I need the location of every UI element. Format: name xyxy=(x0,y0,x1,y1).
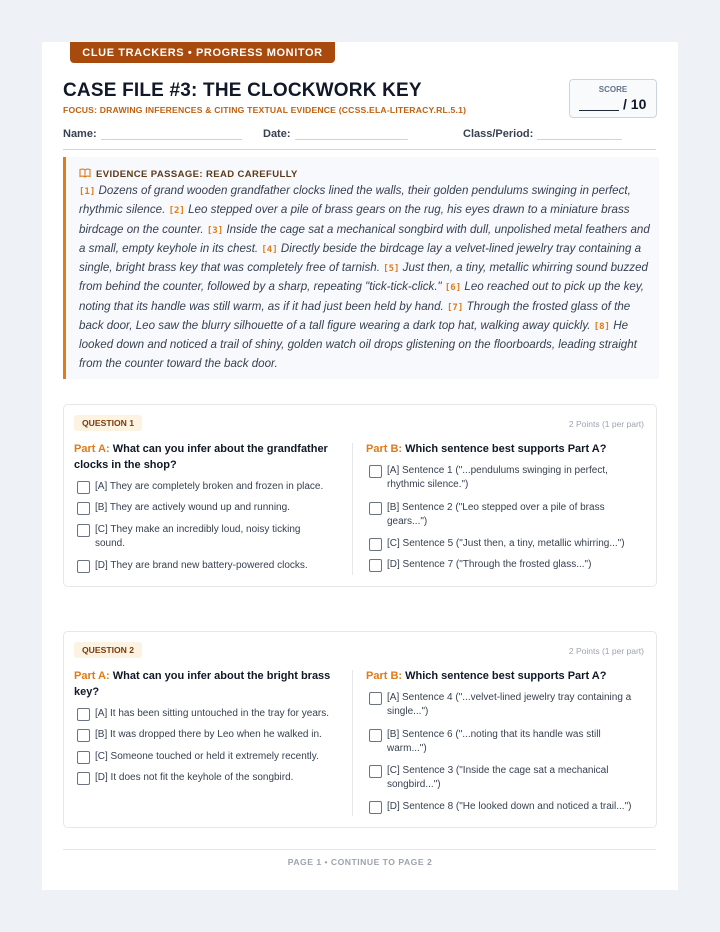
sentence-number: [6] xyxy=(444,283,462,294)
sentence-text: Directly beside the birdcage lay a velvet-lined jewelry tray containing a single, bright brass key that was completely free of tarnish. xyxy=(79,241,642,275)
part-a-question xyxy=(74,668,336,700)
option-text: [B] Sentence 2 ("Leo stepped over a pile of brass gears...") xyxy=(387,502,605,527)
name-field[interactable] xyxy=(63,128,242,140)
score-label: SCORE xyxy=(598,85,628,94)
passage-heading xyxy=(79,168,298,181)
checkbox[interactable] xyxy=(77,481,90,494)
checkbox[interactable] xyxy=(77,524,90,537)
class-period-blank[interactable] xyxy=(537,139,622,140)
sentence-number: [8] xyxy=(593,322,610,333)
sentence-text: Dozens of grand wooden grandfather clocks lined the walls, their golden pendulums swinging in perfect, rhythmic silence. xyxy=(79,184,631,217)
part-a-question-text: What can you infer about the grandfather clocks in the shop? xyxy=(74,443,328,471)
part-b-question-text: Which sentence best supports Part A? xyxy=(405,443,607,455)
option-text: [D] Sentence 7 ("Through the frosted glass...") xyxy=(387,559,592,570)
checkbox[interactable] xyxy=(77,708,90,721)
option-text: [C] Someone touched or held it extremely recently. xyxy=(95,751,319,762)
option-text: [C] Sentence 5 ("Just then, a tiny, metallic whirring...") xyxy=(387,538,625,549)
sentence-number: [3] xyxy=(206,225,224,236)
question-points: 2 Points (1 per part) xyxy=(568,419,644,429)
date-blank[interactable] xyxy=(295,139,408,140)
part-a-question xyxy=(74,441,336,473)
score-box xyxy=(569,79,657,118)
sentence-text: Leo reached out to pick up the key, noting that its handle was still warm, as if it had just been held by hand. xyxy=(79,280,644,313)
sentence-text: Leo stepped over a pile of brass gears on the rug, his eyes drawn to a miniature brass birdcage on the counter. xyxy=(79,203,630,236)
question-2-card xyxy=(63,631,657,828)
header-divider xyxy=(63,149,656,150)
evidence-passage xyxy=(63,157,659,379)
book-open-icon xyxy=(79,168,91,181)
checkbox[interactable] xyxy=(369,692,382,705)
passage-text xyxy=(79,182,651,373)
sentence-number: [1] xyxy=(79,187,96,197)
sentence-number: [2] xyxy=(168,206,185,217)
option-text: [C] They make an incredibly loud, noisy ticking sound. xyxy=(95,524,301,549)
worksheet-page xyxy=(42,42,678,890)
page-title: CASE FILE #3: THE CLOCKWORK KEY xyxy=(63,80,422,101)
option-text: [C] Sentence 3 ("Inside the cage sat a mechanical songbird...") xyxy=(387,765,609,790)
checkbox[interactable] xyxy=(77,729,90,742)
question-points: 2 Points (1 per part) xyxy=(568,646,644,656)
part-b-label: Part B: xyxy=(366,443,403,455)
score-blank-line[interactable] xyxy=(579,110,619,111)
checkbox[interactable] xyxy=(77,560,90,573)
part-b-question xyxy=(366,668,646,684)
footer-divider xyxy=(63,849,656,850)
checkbox[interactable] xyxy=(77,502,90,515)
option-text: [A] They are completely broken and frozen in place. xyxy=(95,481,324,492)
checkbox[interactable] xyxy=(77,751,90,764)
checkbox[interactable] xyxy=(369,801,382,814)
part-a-label: Part A: xyxy=(74,443,110,455)
name-blank[interactable] xyxy=(101,139,242,140)
part-divider xyxy=(352,443,353,575)
option-text: [A] Sentence 1 ("...pendulums swinging in perfect, rhythmic silence.") xyxy=(387,465,608,490)
sentence-text: Through the frosted glass of the back door, Leo saw the blurry silhouette of a tall figure wearing a dark top hat, walking away quickly. xyxy=(79,299,631,333)
part-b-question xyxy=(366,441,646,457)
date-field[interactable] xyxy=(263,128,408,140)
option-text: [D] Sentence 8 ("He looked down and noticed a trail...") xyxy=(387,801,632,812)
sentence-number: [5] xyxy=(383,264,400,275)
question-1-card xyxy=(63,404,657,587)
checkbox[interactable] xyxy=(369,538,382,551)
part-divider xyxy=(352,670,353,816)
option-text: [A] Sentence 4 ("...velvet-lined jewelry tray containing a single...") xyxy=(387,692,632,717)
checkbox[interactable] xyxy=(369,502,382,515)
part-a-label: Part A: xyxy=(74,670,110,682)
focus-standard: FOCUS: DRAWING INFERENCES & CITING TEXTUAL EVIDENCE (CCSS.ELA-LITERACY.RL.5.1) xyxy=(63,105,467,115)
sentence-text: He looked down and noticed a trail of shiny, golden watch oil drops glistening on the floorboards, leading straight from the counter toward the back door. xyxy=(79,319,637,370)
sentence-text: Just then, a tiny, metallic whirring sound buzzed from behind the counter, followed by a sharp, repeating "tick-tick-click." xyxy=(79,261,648,294)
class-period-label: Class/Period: xyxy=(463,128,534,140)
page-footer: PAGE 1 • CONTINUE TO PAGE 2 xyxy=(287,857,433,867)
checkbox[interactable] xyxy=(369,765,382,778)
part-b-question-text: Which sentence best supports Part A? xyxy=(405,670,607,682)
part-b-label: Part B: xyxy=(366,670,403,682)
option-text: [D] It does not fit the keyhole of the songbird. xyxy=(95,772,294,783)
option-text: [A] It has been sitting untouched in the tray for years. xyxy=(95,708,330,719)
part-a-question-text: What can you infer about the bright brass key? xyxy=(74,670,331,698)
date-label: Date: xyxy=(263,128,291,140)
sentence-number: [4] xyxy=(261,244,278,255)
option-text: [B] They are actively wound up and running. xyxy=(95,502,290,513)
name-label: Name: xyxy=(63,128,97,140)
question-badge: QUESTION 2 xyxy=(74,642,142,658)
sentence-number: [7] xyxy=(447,302,464,313)
checkbox[interactable] xyxy=(77,772,90,785)
checkbox[interactable] xyxy=(369,729,382,742)
option-text: [B] Sentence 6 ("...noting that its handle was still warm...") xyxy=(387,729,601,754)
passage-heading-text: EVIDENCE PASSAGE: READ CAREFULLY xyxy=(96,169,298,180)
checkbox[interactable] xyxy=(369,559,382,572)
option-text: [D] They are brand new battery-powered clocks. xyxy=(95,560,308,571)
option-text: [B] It was dropped there by Leo when he walked in. xyxy=(95,729,322,740)
class-period-field[interactable] xyxy=(463,128,622,140)
header-banner: CLUE TRACKERS • PROGRESS MONITOR xyxy=(70,42,335,63)
sentence-text: Inside the cage sat a mechanical songbird with dull, unpolished metal feathers and a small, empty keyhole in its chest. xyxy=(79,222,650,255)
checkbox[interactable] xyxy=(369,465,382,478)
question-badge: QUESTION 1 xyxy=(74,415,142,431)
score-total: / 10 xyxy=(623,96,647,112)
